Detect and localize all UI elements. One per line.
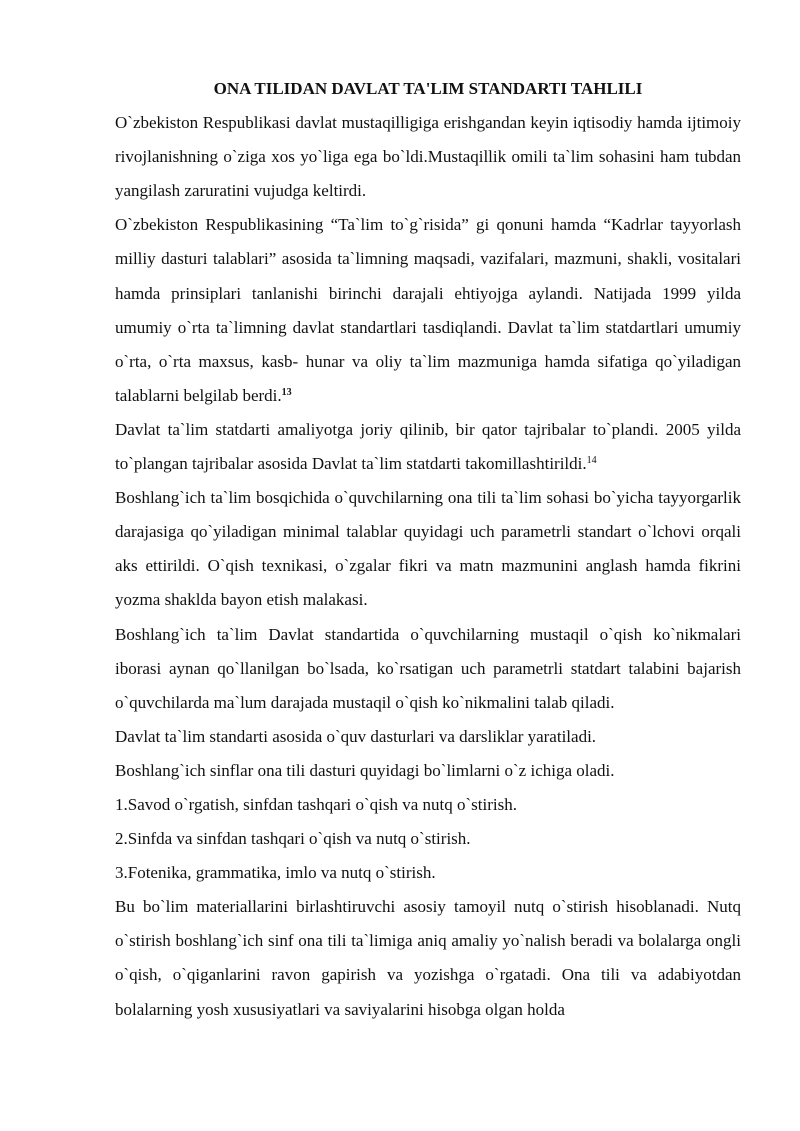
paragraph-text: Davlat ta`lim standarti asosida o`quv dasturlari va darsliklar yaratiladi. [115, 726, 597, 746]
paragraph-reading-skills [115, 618, 741, 720]
paragraph-text: Boshlang`ich sinflar ona tili dasturi quyidagi bo`limlarni o`z ichiga oladi. [115, 760, 615, 780]
list-item-3 [115, 856, 741, 890]
list-item-text: 1.Savod o`rgatish, sinfdan tashqari o`qish va nutq o`stirish. [115, 794, 517, 814]
paragraph-standard-improvement [115, 413, 741, 481]
paragraph-text: Davlat ta`lim statdarti amaliyotga joriy qilinib, bir qator tajribalar to`plandi. 2005 yilda to`plangan tajribalar asosida Davlat ta`lim statdarti takomillashtirildi. [115, 419, 741, 474]
footnote-ref-14[interactable]: 14 [586, 455, 597, 467]
page-title: ONA TILIDAN DAVLAT TA'LIM STANDARTI TAHLILI [213, 79, 643, 98]
list-item-2 [115, 822, 741, 856]
paragraph-primary-requirements [115, 481, 741, 617]
paragraph-text: O`zbekiston Respublikasi davlat mustaqilligiga erishgandan keyin iqtisodiy hamda ijtimoiy rivojlanishning o`ziga xos yo`liga ega bo`ldi.Mustaqillik omili ta`lim sohasini ham tubdan yangilash zaruratini vujudga keltirdi. [115, 113, 741, 201]
paragraph-text: Bu bo`lim materiallarini birlashtiruvchi asosiy tamoyil nutq o`stirish hisoblanadi. Nutq o`stirish boshlang`ich sinf ona tili ta`limiga aniq amaliy yo`nalish beradi va bolalarga ongli o`qish, o`qiganlarini ravon gapirish va yozishga o`rgatadi. Ona tili va adabiyotdan bolalarning yosh xususiyatlari va saviyalarini hisobga olgan holda [115, 897, 741, 1019]
paragraph-text: Boshlang`ich ta`lim bosqichida o`quvchilarning ona tili ta`lim sohasi bo`yicha tayyorgarlik darajasiga qo`yiladigan minimal talablar quyidagi uch parametrli standart o`lchovi orqali aks ettirildi. O`qish texnikasi, o`zgalar fikri va matn mazmunini anglash hamda fikrini yozma shaklda bayon etish malakasi. [115, 488, 741, 610]
paragraph-curricula [115, 720, 741, 754]
paragraph-program-sections [115, 754, 741, 788]
paragraph-speech-development [115, 890, 741, 1026]
list-item-text: 3.Fotenika, grammatika, imlo va nutq o`stirish. [115, 863, 436, 883]
paragraph-text: O`zbekiston Respublikasining “Ta`lim to`g`risida” gi qonuni hamda “Kadrlar tayyorlash milliy dasturi talablari” asosida ta`limning maqsadi, vazifalari, mazmuni, shakli, vositalari hamda prinsiplari tanlanishi birinchi darajali ehtiyojga aylandi. Natijada 1999 yilda umumiy o`rta ta`limning davlat standartlari tasdiqlandi. Davlat ta`lim statdartlari umumiy o`rta, o`rta maxsus, kasb- hunar va oliy ta`lim mazmuniga hamda sifatiga qo`yiladigan talablarni belgilab berdi. [115, 215, 741, 405]
paragraph-education-law [115, 208, 741, 413]
paragraph-text: Boshlang`ich ta`lim Davlat standartida o`quvchilarning mustaqil o`qish ko`nikmalari iborasi aynan qo`llanilgan bo`lsada, ko`rsatigan uch parametrli statdart talabini bajarish o`quvchilarda ma`lum darajada mustaqil o`qish ko`nikmalini talab qiladi. [115, 624, 741, 712]
footnote-ref-13[interactable]: 13 [281, 386, 292, 398]
paragraph-independence [115, 106, 741, 208]
list-item-1 [115, 788, 741, 822]
list-item-text: 2.Sinfda va sinfdan tashqari o`qish va nutq o`stirish. [115, 829, 471, 849]
document-page [115, 72, 741, 1027]
